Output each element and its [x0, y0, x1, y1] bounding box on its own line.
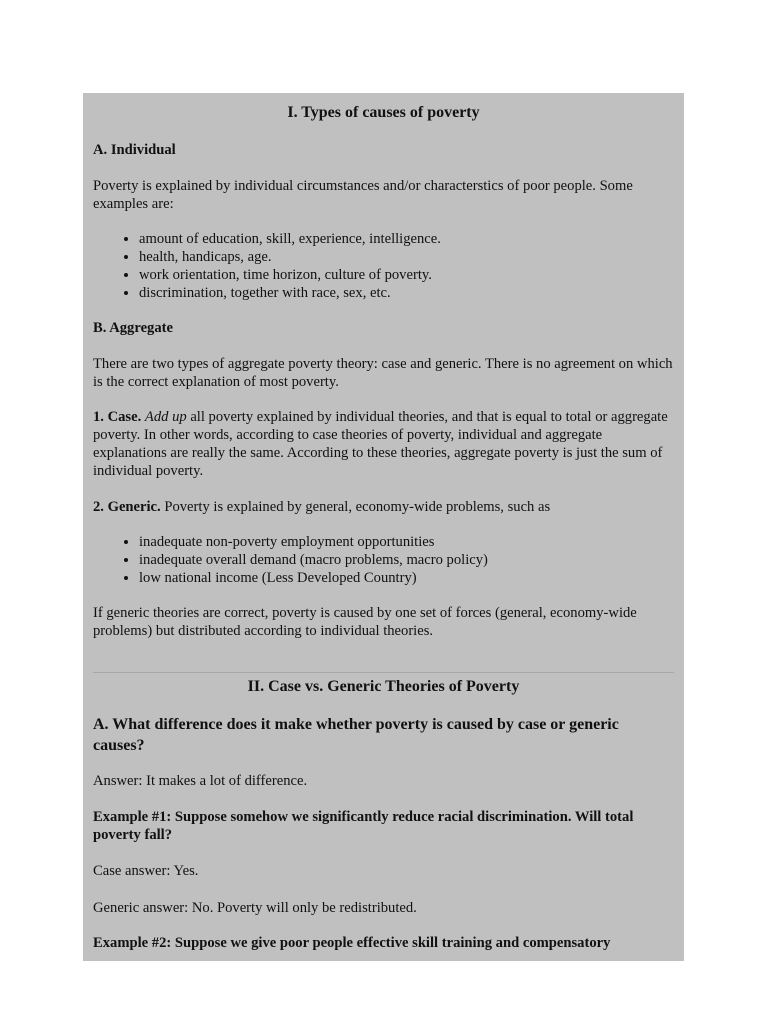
section-divider [93, 672, 674, 673]
section-2-title: II. Case vs. Generic Theories of Poverty [247, 678, 520, 695]
answer-text: Answer: It makes a lot of difference. [93, 773, 308, 789]
generic-answer: Generic answer: No. Poverty will only be redistributed. [93, 900, 417, 916]
list-item: • inadequate non-poverty employment opportunities [139, 533, 674, 551]
section-2-question-heading: A. What difference does it make whether poverty is caused by case or generic causes? [93, 716, 619, 754]
section-1-title: I. Types of causes of poverty [287, 104, 480, 121]
list-item: • low national income (Less Developed Country) [139, 569, 674, 587]
individual-heading: A. Individual [93, 142, 176, 158]
example-1: Example #1: Suppose somehow we significantly reduce racial discrimination. Will total poverty fall? [93, 809, 634, 843]
list-item: • discrimination, together with race, sex, etc. [139, 284, 674, 302]
closing-paragraph: If generic theories are correct, poverty is caused by one set of forces (general, economy-wide problems) but distributed according to individual theories. [93, 605, 637, 639]
list-item: • health, handicaps, age. [139, 248, 674, 266]
example-2: Example #2: Suppose we give poor people effective skill training and compensatory [93, 935, 611, 951]
individual-paragraph: Poverty is explained by individual circumstances and/or characterstics of poor people. Some examples are: [93, 178, 633, 212]
generic-paragraph: 2. Generic. Poverty is explained by general, economy-wide problems, such as [93, 499, 551, 515]
list-item: • inadequate overall demand (macro problems, macro policy) [139, 551, 674, 569]
list-item: • work orientation, time horizon, culture of poverty. [139, 266, 674, 284]
generic-list [93, 533, 674, 587]
document-panel [83, 93, 684, 961]
aggregate-paragraph: There are two types of aggregate poverty theory: case and generic. There is no agreement on which is the correct explanation of most poverty. [93, 356, 673, 390]
case-answer: Case answer: Yes. [93, 863, 199, 879]
individual-list [93, 230, 674, 302]
list-item: • amount of education, skill, experience, intelligence. [139, 230, 674, 248]
case-paragraph: 1. Case. Add up all poverty explained by individual theories, and that is equal to total or aggregate poverty. In other words, according to case theories of poverty, individual and aggregate explanations are really the same. According to these theories, aggregate poverty is just the sum of individual poverty. [93, 409, 668, 479]
aggregate-heading: B. Aggregate [93, 320, 173, 336]
